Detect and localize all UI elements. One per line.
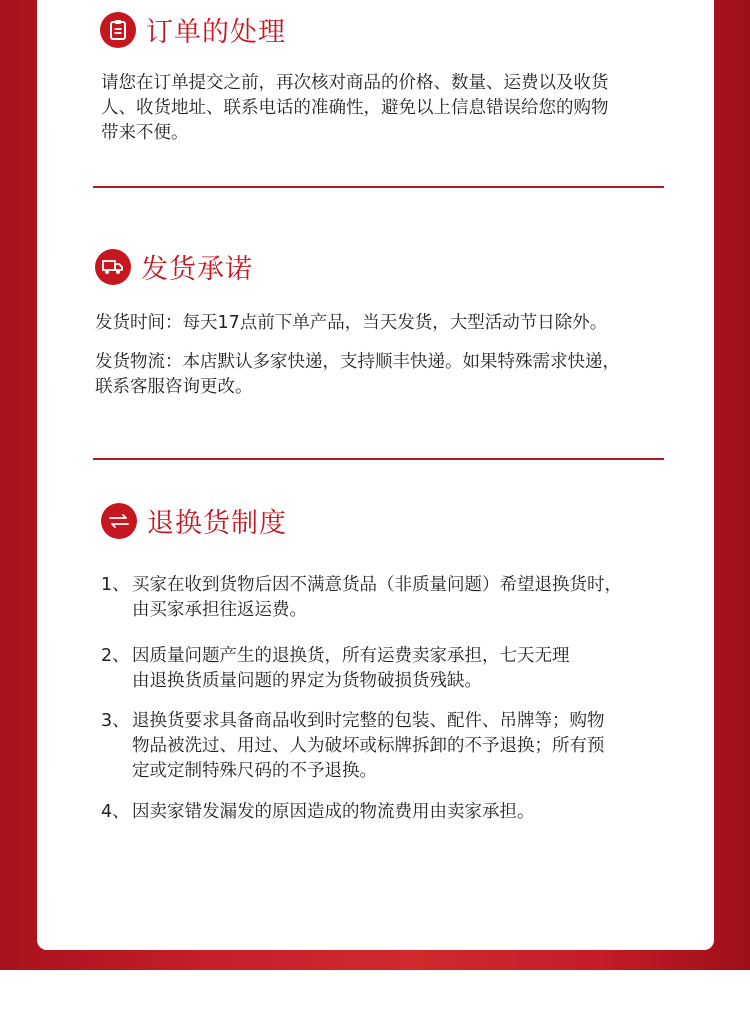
divider	[93, 186, 664, 188]
item-line: 由买家承担往返运费。	[132, 600, 307, 620]
order-section-header	[100, 10, 286, 49]
logistics-line: 联系客服咨询更改。	[95, 377, 253, 397]
item-line: 退换货要求具备商品收到时完整的包装、配件、吊牌等；购物	[132, 711, 605, 731]
item-line: 物品被洗过、用过、人为破坏或标牌拆卸的不予退换；所有预	[132, 736, 605, 756]
item-number: 3、	[101, 711, 130, 731]
item-line: 因质量问题产生的退换货，所有运费卖家承担，七天无理	[132, 646, 570, 666]
policy-card	[37, 0, 714, 950]
order-section-title: 订单的处理	[146, 17, 286, 48]
item-line: 定或定制特殊尺码的不予退换。	[132, 761, 377, 781]
shipping-section-header	[95, 247, 253, 286]
item-number: 1、	[101, 575, 130, 595]
item-line: 因卖家错发漏发的原因造成的物流费用由卖家承担。	[132, 802, 535, 822]
order-paragraph	[101, 71, 609, 146]
shipping-time: 发货时间：每天17点前下单产品，当天发货，大型活动节日除外。	[95, 313, 608, 333]
shipping-logistics	[95, 350, 620, 400]
return-exchange-icon	[101, 503, 137, 539]
order-line: 请您在订单提交之前，再次核对商品的价格、数量、运费以及收货	[101, 73, 609, 93]
item-line: 由退换货质量问题的界定为货物破损货残缺。	[132, 671, 482, 691]
item-number: 4、	[101, 802, 130, 822]
order-line: 人、收货地址、联系电话的准确性，避免以上信息错误给您的购物	[101, 98, 609, 118]
item-line: 买家在收到货物后因不满意货品（非质量问题）希望退换货时，	[132, 575, 622, 595]
clipboard-icon	[100, 12, 136, 48]
shipping-section-title: 发货承诺	[141, 254, 253, 285]
delivery-truck-icon	[95, 249, 131, 285]
logistics-line: 发货物流：本店默认多家快递，支持顺丰快递。如果特殊需求快递，	[95, 352, 620, 372]
divider	[93, 458, 664, 460]
returns-section-header	[101, 501, 287, 540]
returns-section-title: 退换货制度	[147, 508, 287, 539]
order-line: 带来不便。	[101, 123, 189, 143]
item-number: 2、	[101, 646, 130, 666]
